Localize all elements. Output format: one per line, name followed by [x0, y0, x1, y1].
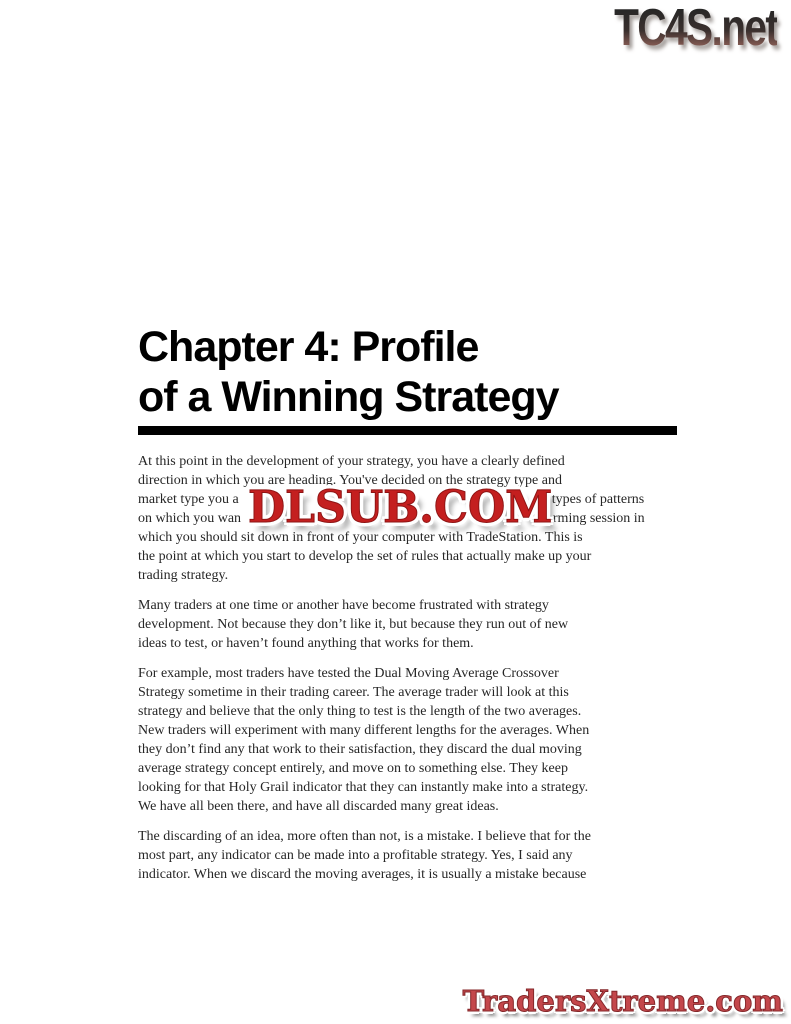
paragraph-line: trading strategy.: [138, 568, 229, 583]
text-fragment-left: market type you a: [138, 492, 239, 507]
chapter-heading-line1: Chapter 4: Profile: [138, 323, 479, 371]
paragraph-line: At this point in the development of your strategy, you have a clearly defined: [138, 454, 565, 469]
paragraph-line: looking for that Holy Grail indicator that they can instantly make into a strategy.: [138, 780, 589, 795]
paragraph-line: indicator. When we discard the moving averages, it is usually a mistake because: [138, 867, 587, 882]
paragraph-line: which you should sit down in front of your computer with TradeStation. This is: [138, 530, 583, 545]
paragraph-line: strategy and believe that the only thing to test is the length of the two averages.: [138, 704, 582, 719]
site-logo-bottom: TradersXtreme.com: [462, 984, 783, 1018]
paragraph-line: the point at which you start to develop the set of rules that actually make up your: [138, 549, 592, 564]
paragraph-line: ideas to test, or haven’t found anything that works for them.: [138, 636, 474, 651]
paragraph-line: New traders will experiment with many different lengths for the averages. When: [138, 723, 590, 738]
paragraph-line: For example, most traders have tested the Dual Moving Average Crossover: [138, 666, 559, 681]
paragraph-line: average strategy concept entirely, and move on to something else. They keep: [138, 761, 568, 776]
text-fragment-left: on which you wan: [138, 511, 242, 526]
paragraph-line: direction in which you are heading. You've decided on the strategy type and: [138, 473, 562, 488]
chapter-heading-line2: of a Winning Strategy: [138, 373, 559, 421]
page-content: [138, 322, 678, 895]
watermark-overlay: DLSUB.COM: [248, 482, 553, 533]
paragraph-line: The discarding of an idea, more often than not, is a mistake. I believe that for the: [138, 829, 591, 844]
site-logo-top: TC4S.net: [613, 0, 777, 57]
body-paragraph: [138, 664, 678, 816]
paragraph-line: development. Not because they don’t like it, but because they run out of new: [138, 617, 569, 632]
body-paragraph: [138, 596, 678, 653]
paragraph-line: We have all been there, and have all discarded many great ideas.: [138, 799, 499, 814]
paragraph-line: they don’t find any that work to their satisfaction, they discard the dual moving: [138, 742, 582, 757]
paragraph-line: Many traders at one time or another have become frustrated with strategy: [138, 598, 549, 613]
paragraph-line: Strategy sometime in their trading career. The average trader will look at this: [138, 685, 569, 700]
body-paragraph: [138, 827, 678, 884]
paragraph-line: most part, any indicator can be made into a profitable strategy. Yes, I said any: [138, 848, 573, 863]
heading-rule: [138, 426, 677, 435]
text-fragment-right: e types of patterns: [542, 492, 645, 507]
text-fragment-right: torming session in: [542, 511, 645, 526]
chapter-heading: [138, 322, 678, 422]
